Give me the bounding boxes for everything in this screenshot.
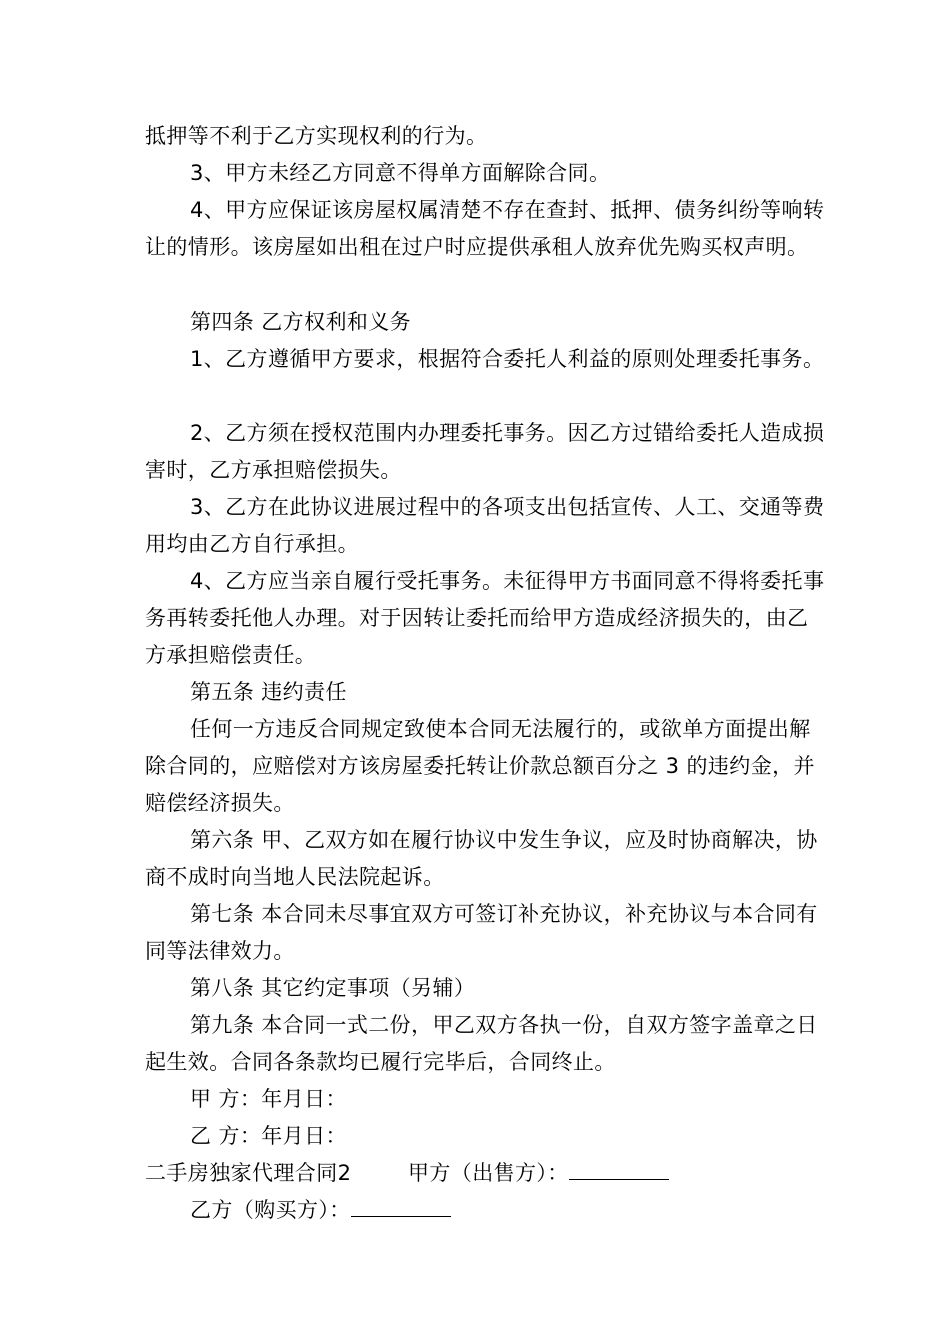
party-b-label: 乙方（购买方）：	[190, 1198, 351, 1222]
paragraph-article-5-body: 任何一方违反合同规定致使本合同无法履行的，或欲单方面提出解除合同的，应赔偿对方该房屋委托转让价款总额百分之 3 的违约金，并赔偿经济损失。	[145, 717, 815, 815]
signature-line-party-a: 甲 方：年月日：	[190, 1087, 347, 1111]
paragraph-article-4-item-2: 2、乙方须在授权范围内办理委托事务。因乙方过错给委托人造成损害时，乙方承担赔偿损失。	[145, 421, 825, 482]
paragraph-continuation: 抵押等不利于乙方实现权利的行为。	[145, 124, 488, 148]
party-a-blank	[569, 1157, 669, 1180]
party-a-field	[408, 1155, 669, 1192]
signature-line-party-b: 乙 方：年月日：	[190, 1124, 347, 1148]
paragraph-article-4-item-3: 3、乙方在此协议进展过程中的各项支出包括宣传、人工、交通等费用均由乙方自行承担。	[145, 495, 825, 556]
party-b-field	[190, 1192, 451, 1229]
paragraph-clause-4: 4、甲方应保证该房屋权属清楚不存在查封、抵押、债务纠纷等响转让的情形。该房屋如出租在过户时应提供承租人放弃优先购买权声明。	[145, 198, 825, 259]
paragraph-article-4-item-4: 4、乙方应当亲自履行受托事务。未征得甲方书面同意不得将委托事务再转委托他人办理。对于因转让委托而给甲方造成经济损失的，由乙方承担赔偿责任。	[145, 569, 825, 667]
section-heading-article-4: 第四条 乙方权利和义务	[190, 310, 412, 334]
party-b-blank	[351, 1194, 451, 1217]
paragraph-article-8: 第八条 其它约定事项（另辅）	[190, 976, 476, 1000]
paragraph-article-9: 第九条 本合同一式二份，甲乙双方各执一份，自双方签字盖章之日起生效。合同各条款均已履行完毕后，合同终止。	[145, 1013, 818, 1074]
paragraph-article-4-item-1: 1、乙方遵循甲方要求，根据符合委托人利益的原则处理委托事务。	[190, 347, 825, 371]
next-contract-title: 二手房独家代理合同2	[145, 1161, 352, 1185]
paragraph-article-6: 第六条 甲、乙双方如在履行协议中发生争议，应及时协商解决，协商不成时向当地人民法院起诉。	[145, 828, 818, 889]
section-heading-article-5: 第五条 违约责任	[190, 680, 347, 704]
paragraph-article-7: 第七条 本合同未尽事宜双方可签订补充协议，补充协议与本合同有同等法律效力。	[145, 902, 818, 963]
paragraph-clause-3: 3、甲方未经乙方同意不得单方面解除合同。	[190, 161, 611, 185]
party-a-label: 甲方（出售方）：	[408, 1161, 569, 1185]
